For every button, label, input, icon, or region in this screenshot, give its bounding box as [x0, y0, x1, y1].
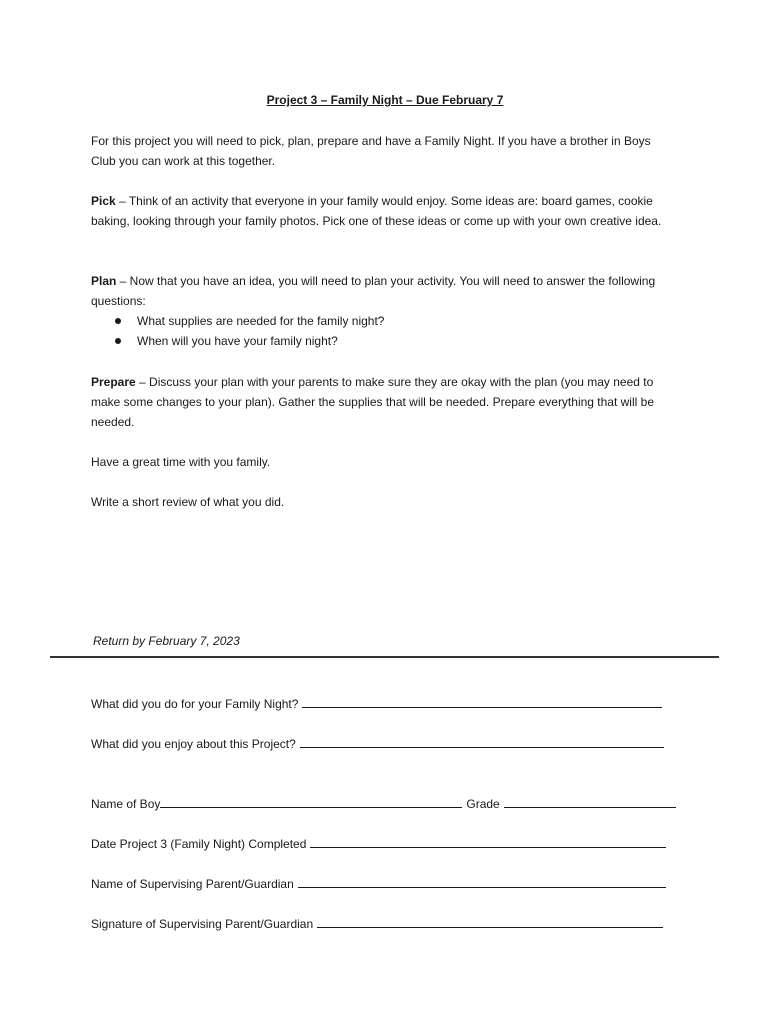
- intro-paragraph: For this project you will need to pick, plan, prepare and have a Family Night. If you have a brother in Boys Club you can work at this together.: [91, 134, 651, 168]
- q-did-field[interactable]: [302, 694, 662, 708]
- parent-name-label: Name of Supervising Parent/Guardian: [91, 877, 294, 891]
- list-item: [91, 311, 651, 331]
- plan-questions-list: [91, 311, 651, 351]
- name-of-boy-field[interactable]: [160, 794, 462, 808]
- plan-question: When will you have your family night?: [137, 334, 338, 348]
- q-enjoy-label: What did you enjoy about this Project?: [91, 737, 296, 751]
- name-of-boy-label: Name of Boy: [91, 797, 161, 811]
- form-row-parent-signature: [91, 914, 663, 932]
- pick-heading: Pick: [91, 194, 116, 208]
- grade-field[interactable]: [504, 794, 676, 808]
- form-row-enjoy: [91, 734, 664, 752]
- grade-label: Grade: [466, 797, 500, 811]
- parent-name-field[interactable]: [298, 874, 666, 888]
- pick-text: – Think of an activity that everyone in your family would enjoy. Some ideas are: board games, cookie baking, looking through your family photos. Pick one of these ideas or come up with your own creative idea.: [91, 194, 662, 228]
- plan-question: What supplies are needed for the family night?: [137, 314, 385, 328]
- return-by-note: Return by February 7, 2023: [93, 634, 240, 648]
- pick-paragraph: [91, 191, 671, 231]
- date-completed-field[interactable]: [310, 834, 666, 848]
- section-divider: [50, 656, 719, 658]
- form-row-did: [91, 694, 662, 712]
- list-item: [91, 331, 651, 351]
- prepare-text: – Discuss your plan with your parents to make sure they are okay with the plan (you may need to make some changes to your plan). Gather the supplies that will be needed. Prepare everything that will be needed.: [91, 375, 654, 429]
- prepare-heading: Prepare: [91, 375, 136, 389]
- form-row-parent-name: [91, 874, 666, 892]
- bullet-icon: [115, 338, 121, 344]
- q-enjoy-field[interactable]: [300, 734, 664, 748]
- date-completed-label: Date Project 3 (Family Night) Completed: [91, 837, 307, 851]
- plan-heading: Plan: [91, 274, 117, 288]
- prepare-paragraph: [91, 372, 671, 432]
- have-great-time-text: Have a great time with you family.: [91, 455, 271, 469]
- plan-paragraph: [91, 271, 671, 311]
- plan-text: – Now that you have an idea, you will need to plan your activity. You will need to answer the following questions:: [91, 274, 656, 308]
- form-row-date: [91, 834, 666, 852]
- parent-signature-field[interactable]: [317, 914, 663, 928]
- parent-signature-label: Signature of Supervising Parent/Guardian: [91, 917, 314, 931]
- form-row-name-grade: [91, 794, 676, 812]
- page-title: Project 3 – Family Night – Due February 7: [266, 93, 504, 107]
- bullet-icon: [115, 318, 121, 324]
- write-review-text: Write a short review of what you did.: [91, 495, 285, 509]
- q-did-label: What did you do for your Family Night?: [91, 697, 299, 711]
